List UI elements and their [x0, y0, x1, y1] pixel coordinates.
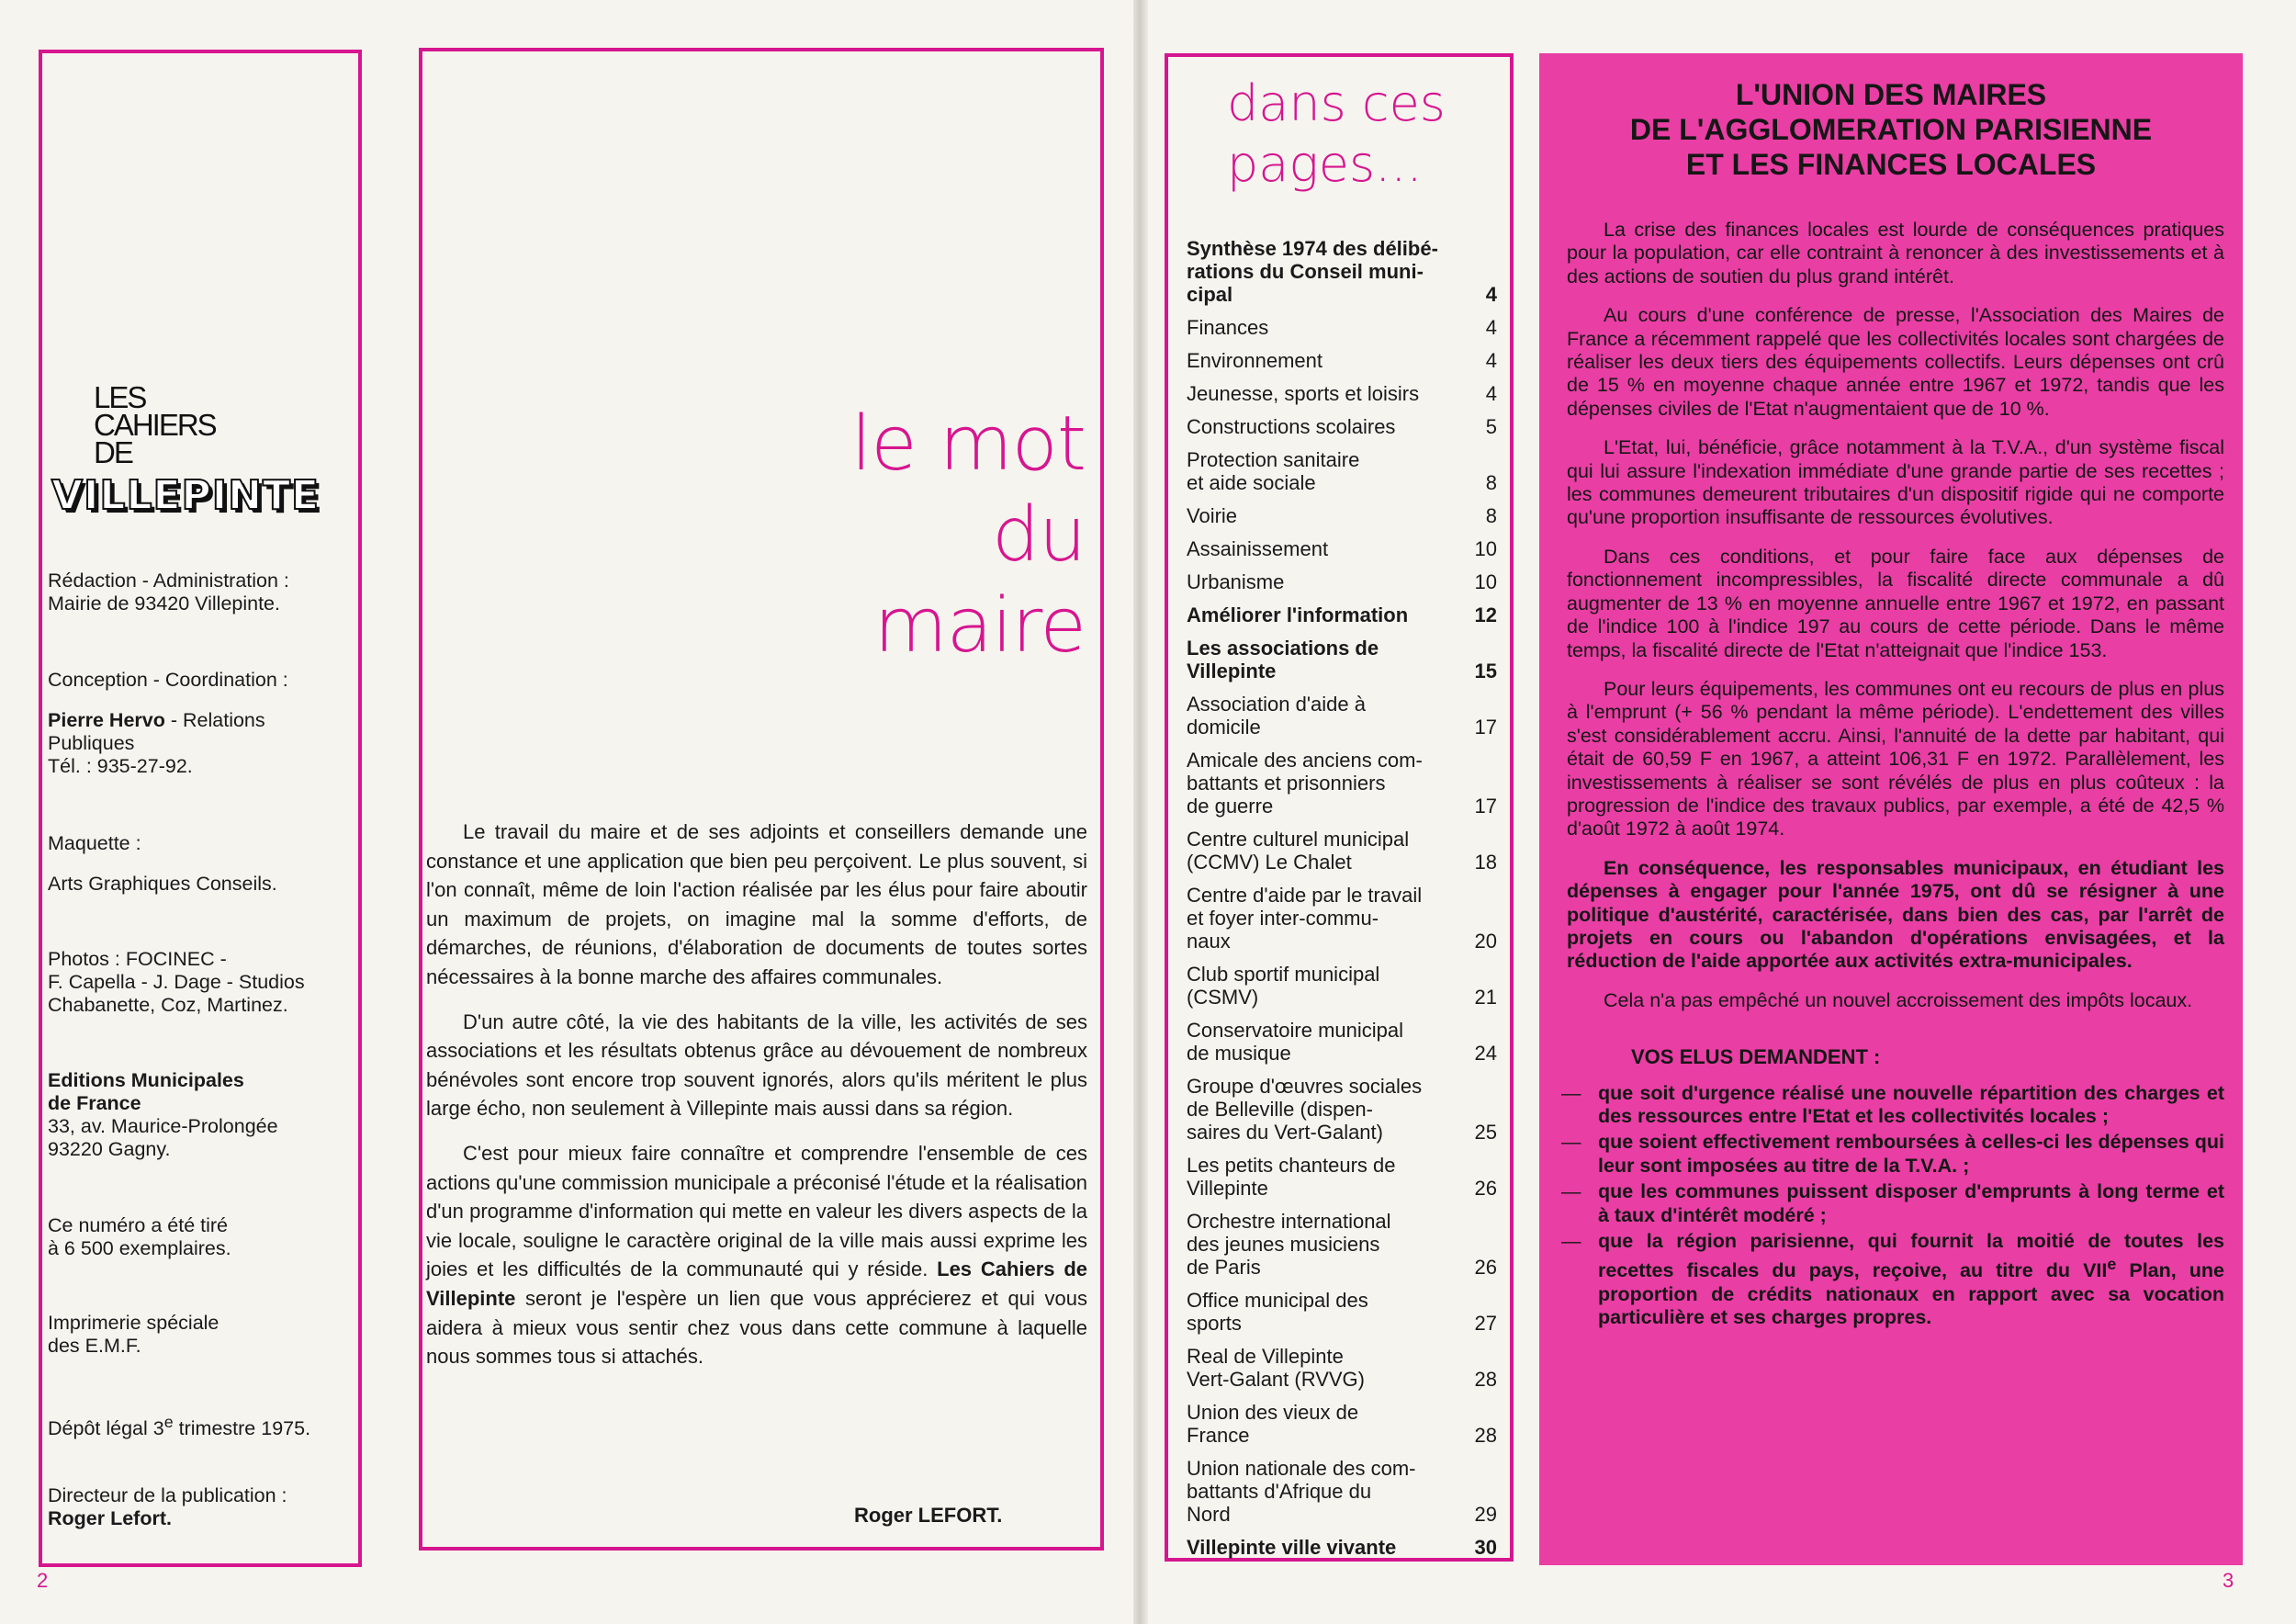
- toc-entry-label: Orchestre international des jeunes musiciens de Paris: [1187, 1210, 1391, 1279]
- logo: [51, 380, 321, 520]
- toc-entry: [1187, 1210, 1497, 1279]
- toc-entry-label: Les petits chanteurs de Villepinte: [1187, 1154, 1396, 1200]
- toc-entry: [1187, 1401, 1497, 1447]
- toc-entry: [1187, 1075, 1497, 1144]
- tirage-l2: à 6 500 exemplaires.: [48, 1237, 231, 1259]
- union-d4-post: Plan, une proportion de crédits nationaux en rapport avec sa vocation particulière et ses charges propres.: [1598, 1259, 2224, 1329]
- union-paragraph-5: Pour leurs équipements, les communes ont eu recours de plus en plus à l'emprunt (+ 56 % pendant la même période). L'endettement des villes s'est considérablement accru. Ainsi, l'annuité de la dette par habitant, qui était de 60,59 F en 1967, a atteint 106,31 F en 1972. Parallèlement, les investissements à réaliser se sont révélés de plus en plus coûteux : la progression de l'indice des travaux publics, par exemple, a été de 42,5 % d'août 1972 à août 1974.: [1567, 677, 2224, 840]
- toc-entry: [1187, 603, 1497, 626]
- toc-entry-page: 10: [1474, 570, 1497, 593]
- logo-villepinte: VILLEPINTE: [51, 472, 321, 519]
- editions-l2: de France: [48, 1092, 141, 1114]
- toc-entry: [1187, 963, 1497, 1009]
- imprint-conception: Conception - Coordination :: [48, 669, 288, 691]
- toc-entry-page: 24: [1474, 1042, 1497, 1065]
- toc-entry-label: Synthèse 1974 des délibé- rations du Conseil muni- cipal: [1187, 237, 1438, 306]
- redaction-label: Rédaction - Administration :: [48, 570, 289, 592]
- mot-title: [851, 399, 1086, 671]
- toc-entry: [1187, 237, 1497, 306]
- imprint-directeur: [48, 1484, 360, 1530]
- page-spine: [1133, 0, 1148, 1624]
- toc-entry: [1187, 749, 1497, 818]
- logo-line-les: LES: [94, 380, 146, 414]
- mot-paragraph-1: Le travail du maire et de ses adjoints et conseillers demande une constance et une application que bien peu perçoivent. Le plus souvent, si l'on connaît, même de loin l'action réalisée par les élus pour faire aboutir un maximum de projets, on imagine mal la somme d'efforts, de démarches, de réunions, d'élaboration de documents de toutes sortes nécessaires à la bonne marche des affaires communales.: [426, 820, 1087, 988]
- toc-entry-label: Constructions scolaires: [1187, 415, 1396, 438]
- toc-title-l1: dans ces: [1227, 74, 1446, 132]
- toc-entry-page: 17: [1474, 716, 1497, 739]
- toc-entry: [1187, 349, 1497, 372]
- toc-entry-label: Union des vieux de France: [1187, 1401, 1359, 1447]
- union-title-l2: DE L'AGGLOMERATION PARISIENNE: [1629, 113, 2153, 146]
- toc-entry-page: 4: [1485, 382, 1497, 405]
- union-demand-4: [1567, 1230, 2224, 1330]
- toc-entry-page: 26: [1474, 1256, 1497, 1279]
- mot-title-l3: maire: [873, 582, 1086, 670]
- toc-entry-label: Union nationale des com- battants d'Afrique du Nord: [1187, 1457, 1416, 1526]
- toc-entry-page: 28: [1474, 1368, 1497, 1391]
- union-paragraph-7: Cela n'a pas empêché un nouvel accroissement des impôts locaux.: [1604, 988, 2193, 1011]
- toc-entry: [1187, 316, 1497, 339]
- union-demand-1: — que soit d'urgence réalisé une nouvelle répartition des charges et des ressources entre l'Etat et les collectivités locales ;: [1567, 1082, 2224, 1129]
- toc-entry-page: 8: [1485, 504, 1497, 527]
- imprint-maquette-value: Arts Graphiques Conseils.: [48, 873, 277, 895]
- toc-entry-page: 12: [1474, 603, 1497, 626]
- toc-entry: [1187, 1289, 1497, 1335]
- imprint-hervo: [48, 709, 360, 778]
- toc-entry: [1187, 1345, 1497, 1391]
- union-paragraph-3: L'Etat, lui, bénéficie, grâce notamment à la T.V.A., d'un système fiscal qui lui assure l'indexation immédiate d'une grande partie de ses recettes ; les communes demeurent tributaires d'un dispositif rigide qui ne comporte qu'une proportion insuffisante de ressources évolutives.: [1567, 436, 2224, 529]
- mot-title-l1: le mot: [850, 400, 1086, 488]
- toc-entry: [1187, 1154, 1497, 1200]
- toc-entry-page: 10: [1474, 537, 1497, 560]
- hervo-tel: Tél. : 935-27-92.: [48, 755, 193, 777]
- tirage-l1: Ce numéro a été tiré: [48, 1214, 228, 1236]
- mot-paragraph-2: D'un autre côté, la vie des habitants de la ville, les activités de ses associations et les résultats obtenus grâce au dévouement de nombreux bénévoles sont encore trop souvent ignorés, alors qu'ils méritent le plus large écho, non seulement à Villepinte mais aussi dans sa région.: [426, 1009, 1087, 1121]
- mot-p3-a: C'est pour mieux faire connaître et comprendre l'ensemble de ces actions qu'une commission municipale a préconisé l'étude et la réalisation d'un programme d'information qui mette en valeur les divers aspects de la vie locale, souligne le caractère original de la ville mais aussi exprime les joies et les difficultés de la communauté qui y réside.: [426, 1141, 1087, 1281]
- imprint-maquette: Maquette :: [48, 832, 141, 854]
- toc-list: [1187, 237, 1497, 1569]
- page-number-left: 2: [37, 1569, 49, 1592]
- toc-entry-label: Club sportif municipal (CSMV): [1187, 963, 1380, 1009]
- toc-entry-page: 20: [1474, 930, 1497, 953]
- toc-entry-label: Protection sanitaire et aide sociale: [1187, 448, 1360, 494]
- union-paragraph-2: Au cours d'une conférence de presse, l'Association des Maires de France a récemment rappelé que les collectivités locales sont chargées de réaliser les deux tiers des équipements collectifs. Leurs dépenses ont crû de 15 % en moyenne chaque année entre 1967 et 1972, tandis que les dépenses civiles de l'Etat n'augmentaient que de 10 %.: [1567, 304, 2224, 420]
- toc-entry-page: 8: [1485, 471, 1497, 494]
- toc-entry-label: Groupe d'œuvres sociales de Belleville (dispen- saires du Vert-Galant): [1187, 1075, 1423, 1144]
- union-demand-3: — que les communes puissent disposer d'emprunts à long terme et à taux d'intérêt modéré ;: [1567, 1180, 2224, 1227]
- union-demand-2: — que soient effectivement remboursées à celles-ci les dépenses qui leur sont imposées au titre de la T.V.A. ;: [1567, 1131, 2224, 1178]
- page-number-right: 3: [2223, 1569, 2234, 1592]
- toc-entry: [1187, 1536, 1497, 1559]
- toc-entry: [1187, 828, 1497, 874]
- union-d4-sup: e: [2107, 1255, 2117, 1274]
- toc-entry-label: Conservatoire municipal de musique: [1187, 1019, 1403, 1065]
- toc-title: [1227, 73, 1446, 195]
- mot-p3-bold: Les Cahiers de Villepinte: [426, 1257, 1088, 1310]
- depot-pre: Dépôt légal 3: [48, 1417, 164, 1440]
- toc-entry: [1187, 637, 1497, 682]
- toc-entry-label: Office municipal des sports: [1187, 1289, 1368, 1335]
- toc-entry-label: Amicale des anciens com- battants et prisonniers de guerre: [1187, 749, 1423, 818]
- toc-entry-page: 21: [1474, 986, 1497, 1009]
- toc-entry-label: Urbanisme: [1187, 570, 1285, 593]
- toc-entry-label: Centre d'aide par le travail et foyer inter-commu- naux: [1187, 884, 1423, 953]
- toc-entry: [1187, 448, 1497, 494]
- toc-entry: [1187, 693, 1497, 739]
- mot-paragraph-3: [426, 1139, 1087, 1371]
- imprimerie-l1: Imprimerie spéciale: [48, 1312, 219, 1334]
- toc-entry-page: 28: [1474, 1424, 1497, 1447]
- union-d4-pre: que la région parisienne, qui fournit la moitié de toutes les recettes fiscales du pays, reçoive, au titre du VII: [1598, 1230, 2224, 1282]
- union-title-l1: L'UNION DES MAIRES: [1735, 78, 2047, 111]
- imprint-depot: [48, 1411, 360, 1440]
- toc-entry: [1187, 504, 1497, 527]
- toc-title-l2: pages...: [1227, 135, 1423, 193]
- union-demand-list: [1567, 1082, 2224, 1330]
- hervo-name: Pierre Hervo: [48, 709, 165, 731]
- toc-entry-label: Association d'aide à domicile: [1187, 693, 1366, 739]
- toc-entry-label: Assainissement: [1187, 537, 1329, 560]
- imprint-imprimerie: [48, 1312, 360, 1358]
- toc-entry-label: Real de Villepinte Vert-Galant (RVVG): [1187, 1345, 1365, 1391]
- toc-entry-page: 26: [1474, 1177, 1497, 1200]
- toc-entry-label: Finances: [1187, 316, 1269, 339]
- imprimerie-l2: des E.M.F.: [48, 1335, 141, 1357]
- hervo-role-2: Publiques: [48, 732, 135, 754]
- logo-line-de: DE: [94, 435, 132, 469]
- toc-entry-page: 15: [1474, 660, 1497, 682]
- toc-entry-label: Améliorer l'information: [1187, 603, 1409, 626]
- photos-l2: F. Capella - J. Dage - Studios: [48, 971, 305, 993]
- toc-entry: [1187, 570, 1497, 593]
- toc-entry: [1187, 1457, 1497, 1526]
- depot-post: trimestre 1975.: [173, 1417, 311, 1440]
- depot-sup: e: [163, 1413, 174, 1431]
- union-demand-heading: VOS ELUS DEMANDENT :: [1631, 1045, 1881, 1069]
- toc-entry-page: 4: [1485, 349, 1497, 372]
- union-paragraph-4: Dans ces conditions, et pour faire face aux dépenses de fonctionnement incompressibles, la fiscalité directe communale a dû augmenter de 13 % en moyenne annuelle entre 1967 et 1972, en passant de l'indice 100 à l'indice 197 au cours de cette période. Dans le même temps, la fiscalité directe de l'Etat n'atteignait que l'indice 153.: [1567, 545, 2224, 661]
- directeur-label: Directeur de la publication :: [48, 1484, 287, 1506]
- union-body: [1567, 219, 2224, 1333]
- toc-entry: [1187, 1019, 1497, 1065]
- toc-entry: [1187, 537, 1497, 560]
- toc-entry-label: Environnement: [1187, 349, 1322, 372]
- toc-entry-page: 4: [1485, 283, 1497, 306]
- logo-line-cahiers: CAHIERS: [94, 408, 216, 442]
- toc-entry-page: 27: [1474, 1312, 1497, 1335]
- toc-entry-page: 25: [1474, 1121, 1497, 1144]
- toc-entry-page: 4: [1485, 316, 1497, 339]
- toc-entry-label: Jeunesse, sports et loisirs: [1187, 382, 1420, 405]
- toc-entry: [1187, 884, 1497, 953]
- mot-title-l2: du: [991, 491, 1086, 579]
- photos-l1: Photos : FOCINEC -: [48, 948, 227, 970]
- toc-entry: [1187, 415, 1497, 438]
- toc-entry-page: 30: [1474, 1536, 1497, 1559]
- mot-p3-b: seront je l'espère un lien que vous apprécierez et qui vous aidera à mieux vous sentir chez vous dans cette commune à laquelle nous sommes tous si attachés.: [426, 1286, 1087, 1369]
- editions-l1: Editions Municipales: [48, 1069, 244, 1091]
- toc-entry-page: 5: [1485, 415, 1497, 438]
- imprint-redaction: [48, 570, 360, 615]
- toc-entry-page: 29: [1474, 1503, 1497, 1526]
- union-title: [1556, 77, 2226, 182]
- redaction-address: Mairie de 93420 Villepinte.: [48, 592, 280, 615]
- union-title-l3: ET LES FINANCES LOCALES: [1685, 148, 2097, 181]
- imprint-tirage: [48, 1214, 360, 1260]
- union-paragraph-1: La crise des finances locales est lourde de conséquences pratiques pour la population, car elle contraint à renoncer à des investissements et à des actions de soutien du plus grand intérêt.: [1567, 219, 2224, 288]
- toc-entry-label: Villepinte ville vivante: [1187, 1536, 1397, 1559]
- toc-entry-page: 17: [1474, 795, 1497, 818]
- mot-signature: Roger LEFORT.: [854, 1504, 1003, 1527]
- editions-addr1: 33, av. Maurice-Prolongée: [48, 1115, 278, 1137]
- toc-entry: [1187, 382, 1497, 405]
- hervo-role: - Relations: [164, 709, 265, 731]
- imprint-editions: [48, 1069, 360, 1161]
- toc-entry-label: Les associations de Villepinte: [1187, 637, 1379, 682]
- mot-body: [426, 818, 1087, 1387]
- imprint-photos: [48, 948, 360, 1017]
- union-paragraph-6: En conséquence, les responsables municipaux, en étudiant les dépenses à engager pour l'année 1975, ont dû se résigner à une politique d'austérité, caractérisée, dans bien des cas, par l'arrêt de projets en cours ou l'abandon d'opérations envisagées, et la réduction de l'aide apportée aux activités extra-municipales.: [1567, 856, 2224, 973]
- photos-l3: Chabanette, Coz, Martinez.: [48, 994, 288, 1016]
- toc-entry-page: 18: [1474, 851, 1497, 874]
- toc-entry-label: Voirie: [1187, 504, 1238, 527]
- directeur-name: Roger Lefort.: [48, 1507, 172, 1529]
- toc-entry-label: Centre culturel municipal (CCMV) Le Chalet: [1187, 828, 1410, 874]
- editions-addr2: 93220 Gagny.: [48, 1138, 171, 1160]
